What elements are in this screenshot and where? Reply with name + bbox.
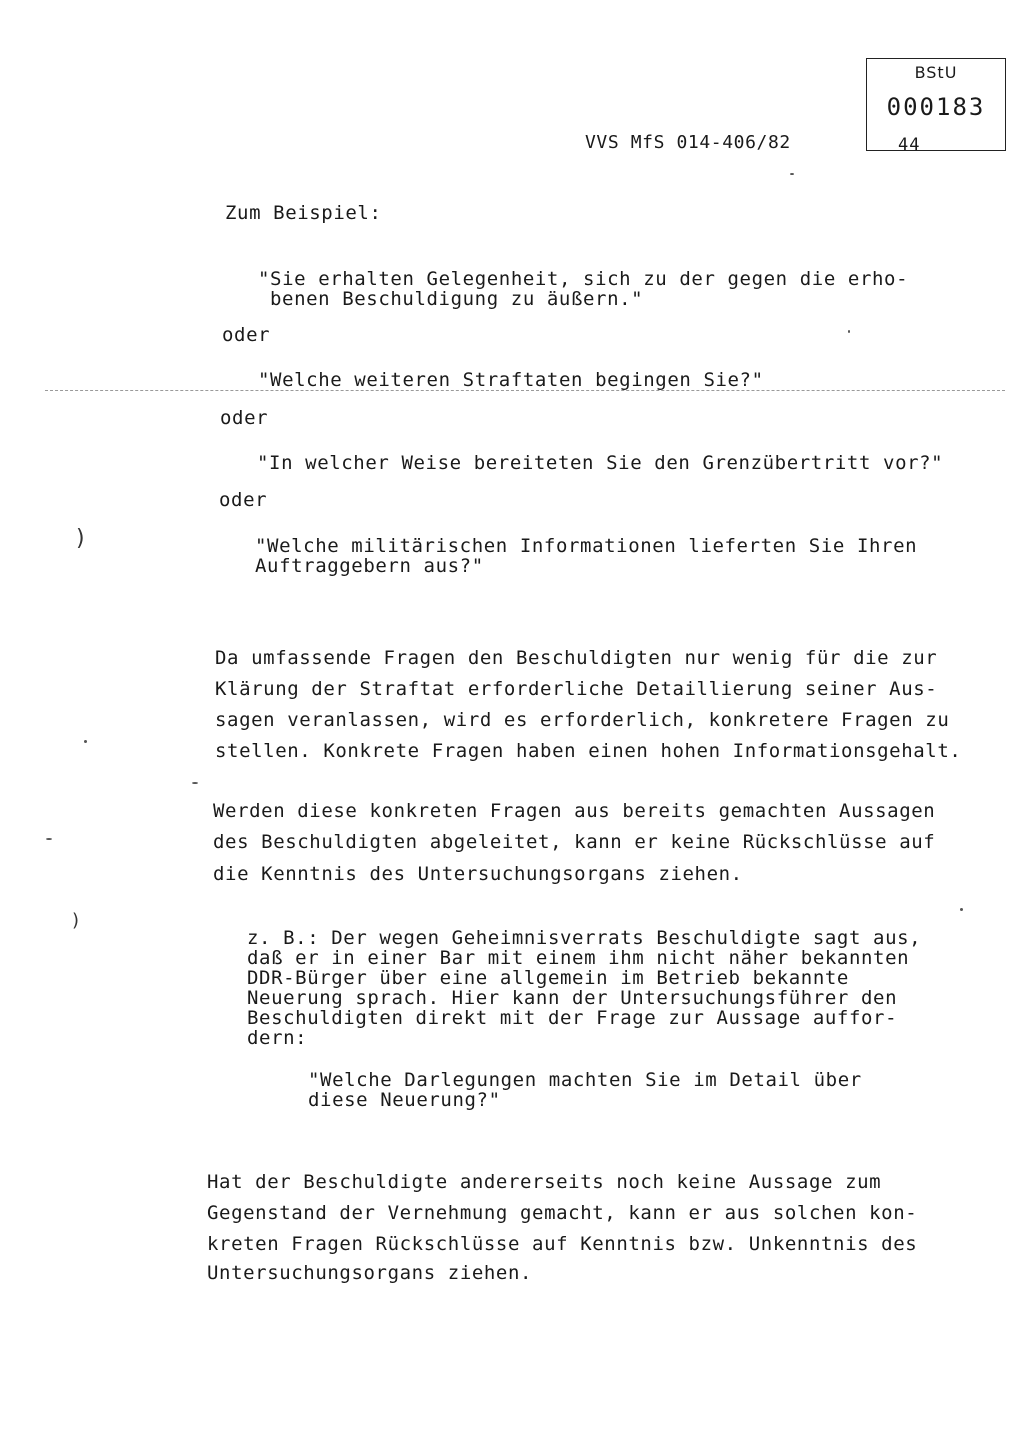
scan-speck — [46, 838, 52, 840]
question-1-line-2: benen Beschuldigung zu äußern." — [270, 288, 644, 310]
page-number: 44 — [898, 135, 921, 155]
paragraph-3-line-4: Untersuchungsorgans ziehen. — [207, 1262, 533, 1284]
example-line-4: Neuerung sprach. Hier kann der Untersuchungsführer den — [247, 987, 898, 1009]
example-line-1: z. B.: Der wegen Geheimnisverrats Beschuldigte sagt aus, — [247, 927, 922, 949]
question-4-line-2: Auftraggebern aus?" — [255, 555, 484, 577]
scan-speck — [960, 908, 963, 911]
document-reference: VVS MfS 014-406/82 — [585, 132, 791, 153]
oder-3: oder — [219, 489, 268, 511]
paragraph-2-line-3: die Kenntnis des Untersuchungsorgans ziehen. — [213, 863, 743, 885]
oder-2: oder — [220, 407, 269, 429]
example-line-6: dern: — [247, 1027, 308, 1049]
paragraph-3-line-2: Gegenstand der Vernehmung gemacht, kann er aus solchen kon- — [207, 1202, 918, 1224]
stamp-label: BStU — [914, 63, 958, 82]
scan-speck — [848, 330, 850, 333]
paragraph-1-line-2: Klärung der Straftat erforderliche Detaillierung seiner Aus- — [215, 678, 938, 700]
question-2: "Welche weiteren Straftaten begingen Sie?" — [258, 369, 764, 391]
examples-intro: Zum Beispiel: — [225, 202, 382, 224]
question-3: "In welcher Weise bereiteten Sie den Grenzübertritt vor?" — [257, 452, 944, 474]
question-4-line-1: "Welche militärischen Informationen lieferten Sie Ihren — [255, 535, 918, 557]
scan-speck — [192, 782, 198, 784]
example-quote-line-2: diese Neuerung?" — [308, 1089, 501, 1111]
example-line-5: Beschuldigten direkt mit der Frage zur Aussage auffor- — [247, 1007, 898, 1029]
paragraph-2-line-1: Werden diese konkreten Fragen aus bereits gemachten Aussagen — [213, 800, 936, 822]
example-quote-line-1: "Welche Darlegungen machten Sie im Detail über — [308, 1069, 862, 1091]
paragraph-3-line-3: kreten Fragen Rückschlüsse auf Kenntnis bzw. Unkenntnis des — [207, 1233, 918, 1255]
scan-speck — [790, 173, 794, 175]
scan-artifact-bracket: ) — [72, 910, 80, 931]
oder-1: oder — [222, 324, 271, 346]
paragraph-3-line-1: Hat der Beschuldigte andererseits noch keine Aussage zum — [207, 1171, 882, 1193]
stamp-number: 000183 — [886, 93, 986, 121]
archive-stamp — [866, 58, 1006, 151]
example-line-3: DDR-Bürger über eine allgemein im Betrieb bekannte — [247, 967, 849, 989]
paragraph-1-line-1: Da umfassende Fragen den Beschuldigten nur wenig für die zur — [215, 647, 938, 669]
example-line-2: daß er in einer Bar mit einem ihm nicht näher bekannten — [247, 947, 910, 969]
paragraph-1-line-4: stellen. Konkrete Fragen haben einen hohen Informationsgehalt. — [215, 740, 962, 762]
paragraph-1-line-3: sagen veranlassen, wird es erforderlich, konkretere Fragen zu — [215, 709, 950, 731]
paragraph-2-line-2: des Beschuldigten abgeleitet, kann er keine Rückschlüsse auf — [213, 831, 936, 853]
scan-artifact-bracket: ) — [76, 526, 85, 551]
scan-speck — [84, 740, 87, 743]
question-1-line-1: "Sie erhalten Gelegenheit, sich zu der gegen die erho- — [258, 268, 909, 290]
